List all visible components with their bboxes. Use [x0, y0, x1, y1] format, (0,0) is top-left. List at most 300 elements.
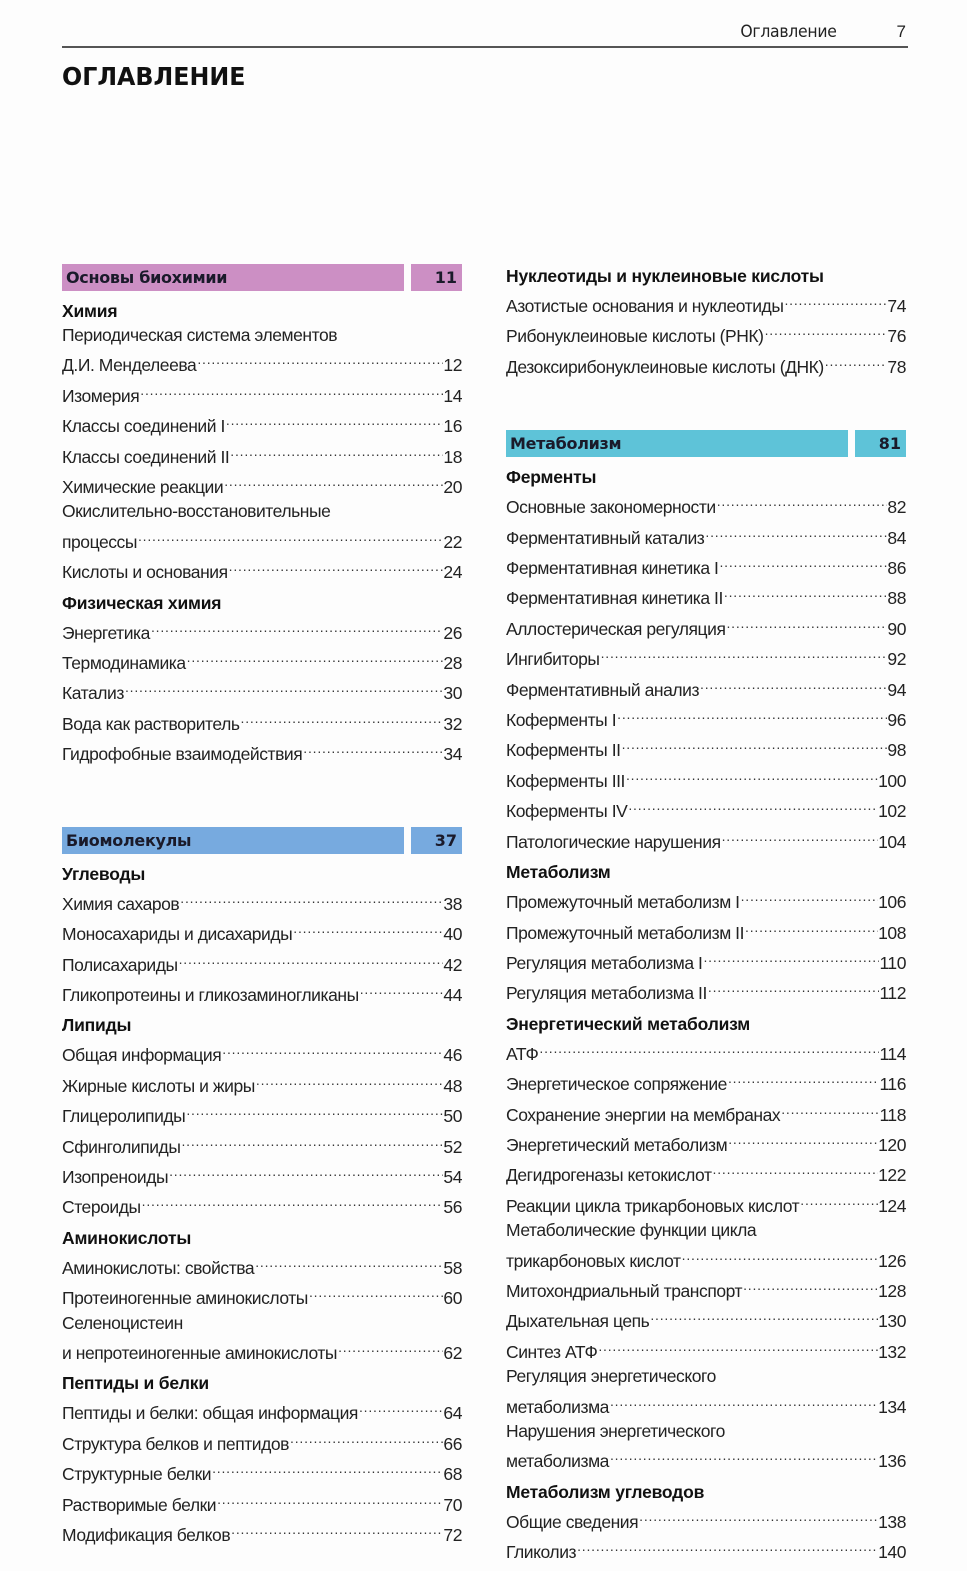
- toc-entry-page-number: 88: [887, 588, 906, 609]
- toc-entry-title: Жирные кислоты и жиры: [62, 1075, 255, 1096]
- toc-entry[interactable]: [62, 1129, 462, 1159]
- toc-entry[interactable]: [62, 886, 462, 916]
- toc-entry-title: Моносахариды и дисахариды: [62, 924, 293, 945]
- toc-section: [62, 1013, 462, 1219]
- dot-leader: [716, 489, 888, 513]
- dot-leader: [178, 947, 444, 971]
- toc-entry-page-number: 82: [887, 497, 906, 518]
- toc-entry-title: АТФ: [506, 1043, 539, 1064]
- section-title: Аминокислоты: [62, 1227, 192, 1248]
- part-sections: [506, 465, 906, 1564]
- dot-leader: [150, 615, 443, 639]
- toc-entry-page-number: 120: [878, 1134, 906, 1155]
- toc-entry[interactable]: [506, 318, 906, 348]
- toc-entry[interactable]: [62, 439, 462, 469]
- toc-entry-title: метаболизма: [506, 1396, 609, 1417]
- dot-leader: [649, 1303, 878, 1327]
- continued-sections: [506, 264, 906, 379]
- toc-entry-title: Энергетическое сопряжение: [506, 1074, 727, 1095]
- dot-leader: [718, 550, 887, 574]
- toc-entry-title: Классы соединений II: [62, 446, 230, 467]
- toc-section: [506, 264, 906, 379]
- dot-leader: [225, 408, 444, 432]
- toc-entry-page-number: 28: [443, 653, 462, 674]
- dot-leader: [764, 318, 888, 342]
- toc-entry-page-number: 98: [887, 740, 906, 761]
- toc-entry-page-number: 26: [443, 622, 462, 643]
- part-heading-basics[interactable]: [62, 264, 462, 291]
- toc-entry-page-number: 68: [443, 1464, 462, 1485]
- toc-entry-page-number: 114: [879, 1043, 906, 1064]
- toc-entry-page-number: 90: [887, 618, 906, 639]
- toc-section: [62, 1371, 462, 1547]
- dot-leader: [712, 1157, 879, 1181]
- toc-entry-title: Гликопротеины и гликозаминогликаны: [62, 984, 359, 1005]
- dot-leader: [240, 706, 444, 730]
- dot-leader: [723, 580, 888, 604]
- toc-entry-title: Структурные белки: [62, 1464, 212, 1485]
- section-title: Углеводы: [62, 863, 146, 884]
- toc-entry-page-number: 32: [443, 713, 462, 734]
- toc-entry-page-number: 124: [878, 1195, 906, 1216]
- dot-leader: [168, 1159, 443, 1183]
- toc-entry[interactable]: [62, 736, 462, 766]
- toc-entry[interactable]: [506, 702, 906, 732]
- toc-entry-page-number: 86: [887, 558, 906, 579]
- toc-entry[interactable]: [62, 706, 462, 736]
- toc-entry-title: Коферменты IV: [506, 801, 628, 822]
- toc-entry-title: Синтез АТФ: [506, 1341, 598, 1362]
- toc-entry[interactable]: [506, 1157, 906, 1187]
- toc-entry-title: Аллостерическая регуляция: [506, 618, 726, 639]
- dot-leader: [721, 824, 879, 848]
- dot-leader: [727, 1127, 878, 1151]
- dot-leader: [725, 611, 887, 635]
- toc-entry[interactable]: [506, 975, 906, 1005]
- toc-entry-page-number: 56: [443, 1197, 462, 1218]
- running-header-page-number: 7: [896, 22, 906, 41]
- toc-entry[interactable]: [506, 884, 906, 914]
- dot-leader: [702, 945, 879, 969]
- toc-entry[interactable]: [506, 672, 906, 702]
- toc-entry-title: и непротеиногенные аминокислоты: [62, 1342, 338, 1363]
- dot-leader: [292, 916, 443, 940]
- toc-entry[interactable]: [506, 824, 906, 854]
- toc-entry-page-number: 96: [887, 710, 906, 731]
- toc-entry-page-number: 24: [443, 562, 462, 583]
- toc-entry[interactable]: [62, 947, 462, 977]
- toc-entry[interactable]: [62, 1456, 462, 1486]
- toc-entry-title: Дыхательная цепь: [506, 1311, 650, 1332]
- toc-entry-page-number: 34: [443, 744, 462, 765]
- toc-entry-title: Коферменты III: [506, 770, 625, 791]
- toc-entry[interactable]: [506, 1097, 906, 1127]
- toc-entry-page-number: 112: [879, 983, 906, 1004]
- part-heading-metabolism[interactable]: [506, 430, 906, 457]
- section-title: Физическая химия: [62, 592, 222, 613]
- toc-entry[interactable]: [62, 1098, 462, 1128]
- dot-leader: [302, 736, 443, 760]
- toc-entry[interactable]: [62, 1517, 462, 1547]
- toc-entry-title: Катализ: [62, 683, 124, 704]
- toc-entry[interactable]: [506, 945, 906, 975]
- section-title: Энергетический метаболизм: [506, 1013, 750, 1034]
- dot-leader: [254, 1250, 443, 1274]
- spacer: [62, 773, 462, 827]
- toc-entry-title: Ферментативный анализ: [506, 679, 700, 700]
- toc-entry-title: Гидрофобные взаимодействия: [62, 744, 303, 765]
- dot-leader: [137, 524, 443, 548]
- toc-entry[interactable]: [506, 520, 906, 550]
- section-title: Метаболизм: [506, 862, 611, 883]
- toc-entry-page-number: 76: [887, 326, 906, 347]
- toc-entry[interactable]: [62, 1189, 462, 1219]
- dot-leader: [179, 886, 443, 910]
- toc-section: [506, 465, 906, 854]
- dot-leader: [699, 672, 887, 696]
- toc-entry-title: Химия сахаров: [62, 893, 180, 914]
- toc-entry[interactable]: [506, 1334, 906, 1364]
- toc-entry-page-number: 52: [443, 1136, 462, 1157]
- toc-entry[interactable]: [506, 1036, 906, 1066]
- dot-leader: [824, 349, 888, 373]
- toc-entry[interactable]: [506, 1066, 906, 1096]
- toc-entry[interactable]: [506, 1243, 906, 1273]
- toc-entry-title: Ферментативный катализ: [506, 527, 705, 548]
- toc-entry-first-line[interactable]: Нарушения энергетического: [506, 1421, 725, 1441]
- toc-entry[interactable]: [62, 1037, 462, 1067]
- toc-entry-page-number: 70: [443, 1494, 462, 1515]
- toc-entry-title: Пептиды и белки: общая информация: [62, 1403, 358, 1424]
- toc-entry[interactable]: [506, 1504, 906, 1534]
- dot-leader: [359, 977, 444, 1001]
- toc-entry-title: Изомерия: [62, 385, 140, 406]
- toc-entry-page-number: 58: [443, 1257, 462, 1278]
- toc-entry-first-line[interactable]: Окислительно-восстановительные: [62, 501, 331, 522]
- toc-entry-page-number: 46: [443, 1045, 462, 1066]
- toc-entry-page-number: 110: [879, 952, 906, 973]
- toc-entry-title: Полисахариды: [62, 954, 178, 975]
- toc-entry[interactable]: [506, 1273, 906, 1303]
- dot-leader: [538, 1036, 879, 1060]
- dot-leader: [289, 1426, 443, 1450]
- dot-leader: [742, 1273, 878, 1297]
- toc-entry[interactable]: [506, 580, 906, 610]
- toc-entry[interactable]: [506, 611, 906, 641]
- toc-entry-title: Дегидрогеназы кетокислот: [506, 1165, 712, 1186]
- section-title: Липиды: [62, 1015, 132, 1036]
- toc-entry[interactable]: [506, 732, 906, 762]
- spacer: [506, 385, 906, 430]
- toc-entry[interactable]: [62, 675, 462, 705]
- toc-entry-title: Промежуточный метаболизм II: [506, 922, 745, 943]
- toc-entry-title: Аминокислоты: свойства: [62, 1257, 255, 1278]
- part-title: Биомолекулы: [62, 827, 404, 854]
- toc-entry-page-number: 50: [443, 1106, 462, 1127]
- toc-entry[interactable]: [62, 977, 462, 1007]
- dot-leader: [124, 675, 443, 699]
- toc-entry-title: Коферменты II: [506, 740, 621, 761]
- toc-entry-title: Промежуточный метаболизм I: [506, 892, 740, 913]
- part-title: Основы биохимии: [62, 264, 404, 291]
- toc-entry[interactable]: [506, 763, 906, 793]
- toc-entry[interactable]: [506, 489, 906, 519]
- dot-leader: [727, 1066, 879, 1090]
- toc-entry-title: Энергетика: [62, 622, 150, 643]
- dot-leader: [185, 1098, 443, 1122]
- dot-leader: [229, 439, 443, 463]
- toc-entry[interactable]: [62, 554, 462, 584]
- dot-leader: [576, 1534, 878, 1558]
- toc-entry[interactable]: [506, 1443, 906, 1473]
- toc-entry-page-number: 122: [878, 1165, 906, 1186]
- toc-entry-title: трикарбоновых кислот: [506, 1250, 681, 1271]
- running-header-title: Оглавление: [740, 22, 837, 42]
- toc-entry[interactable]: [506, 915, 906, 945]
- dot-leader: [704, 520, 887, 544]
- dot-leader: [139, 378, 443, 402]
- toc-section: [506, 860, 906, 1006]
- toc-entry-page-number: 118: [879, 1104, 906, 1125]
- toc-entry[interactable]: [506, 641, 906, 671]
- dot-leader: [230, 1517, 443, 1541]
- toc-entry[interactable]: [62, 645, 462, 675]
- toc-entry[interactable]: [62, 1159, 462, 1189]
- section-title: Ферменты: [506, 467, 597, 488]
- section-title: Химия: [62, 301, 118, 321]
- toc-entry-title: Кислоты и основания: [62, 562, 228, 583]
- toc-entry-page-number: 100: [878, 770, 906, 791]
- dot-leader: [600, 641, 888, 665]
- toc-entry-page-number: 102: [878, 801, 906, 822]
- running-header: [62, 20, 908, 48]
- toc-entry-title: Основные закономерности: [506, 497, 716, 518]
- toc-entry[interactable]: [506, 349, 906, 379]
- dot-leader: [621, 732, 888, 756]
- part-sections: [62, 299, 462, 767]
- toc-entry-page-number: 138: [878, 1511, 906, 1532]
- toc-entry[interactable]: [62, 408, 462, 438]
- toc-entry[interactable]: [62, 469, 462, 499]
- toc-entry[interactable]: [62, 1487, 462, 1517]
- toc-entry-page-number: 40: [443, 924, 462, 945]
- toc-entry-title: Общие сведения: [506, 1511, 639, 1532]
- toc-left-column: [62, 264, 462, 1553]
- toc-entry-page-number: 38: [443, 893, 462, 914]
- toc-entry-page-number: 20: [443, 477, 462, 498]
- toc-entry-page-number: 116: [879, 1074, 906, 1095]
- toc-entry-first-line[interactable]: Периодическая система элементов: [62, 325, 338, 345]
- toc-entry-page-number: 12: [443, 355, 462, 376]
- part-page-number: 37: [411, 827, 462, 854]
- section-title: Метаболизм углеводов: [506, 1481, 705, 1502]
- toc-entry[interactable]: [62, 1335, 462, 1365]
- toc-entry-page-number: 104: [878, 831, 906, 852]
- dot-leader: [180, 1129, 443, 1153]
- toc-section: [62, 591, 462, 767]
- dot-leader: [609, 1389, 878, 1413]
- dot-leader: [141, 1189, 444, 1213]
- toc-right-column: [506, 264, 906, 1571]
- toc-entry-title: Сохранение энергии на мембранах: [506, 1104, 781, 1125]
- toc-entry-title: Рибонуклеиновые кислоты (РНК): [506, 326, 764, 347]
- dot-leader: [211, 1456, 443, 1480]
- toc-entry[interactable]: [506, 1188, 906, 1218]
- toc-entry-title: Химические реакции: [62, 477, 224, 498]
- toc-entry-title: Регуляция метаболизма II: [506, 983, 707, 1004]
- toc-entry-title: Модификация белков: [62, 1525, 231, 1545]
- toc-entry-title: Классы соединений I: [62, 416, 225, 437]
- dot-leader: [799, 1188, 878, 1212]
- toc-entry-page-number: 126: [878, 1250, 906, 1271]
- dot-leader: [186, 645, 444, 669]
- toc-entry-title: Стероиды: [62, 1197, 141, 1218]
- dot-leader: [609, 1443, 878, 1467]
- dot-leader: [597, 1334, 878, 1358]
- toc-entry-title: Структура белков и пептидов: [62, 1433, 290, 1454]
- dot-leader: [358, 1395, 443, 1419]
- toc-section: [62, 1226, 462, 1366]
- toc-entry-page-number: 130: [878, 1311, 906, 1332]
- section-title: Нуклеотиды и нуклеиновые кислоты: [506, 266, 824, 286]
- toc-entry-page-number: 78: [887, 356, 906, 377]
- dot-leader: [255, 1068, 444, 1092]
- dot-leader: [221, 1037, 443, 1061]
- toc-entry-page-number: 128: [878, 1280, 906, 1301]
- toc-entry-title: Термодинамика: [62, 653, 186, 674]
- toc-entry[interactable]: [62, 1280, 462, 1310]
- dot-leader: [707, 975, 880, 999]
- toc-entry-first-line[interactable]: Регуляция энергетического: [506, 1366, 716, 1387]
- dot-leader: [196, 347, 443, 371]
- page-title: ОГЛАВЛЕНИЕ: [62, 62, 246, 91]
- toc-entry-title: Сфинголипиды: [62, 1136, 181, 1157]
- toc-entry-title: Изопреноиды: [62, 1166, 169, 1187]
- toc-entry-page-number: 66: [443, 1433, 462, 1454]
- toc-entry-page-number: 60: [443, 1288, 462, 1309]
- toc-entry-title: Коферменты I: [506, 710, 617, 731]
- toc-entry[interactable]: [62, 1395, 462, 1425]
- toc-entry-title: Гликолиз: [506, 1542, 577, 1563]
- part-sections: [62, 862, 462, 1548]
- toc-entry[interactable]: [62, 524, 462, 554]
- toc-section: [506, 1480, 906, 1565]
- toc-section: [62, 862, 462, 1008]
- toc-entry-page-number: 62: [443, 1342, 462, 1363]
- toc-entry[interactable]: [506, 1534, 906, 1564]
- toc-entry-page-number: 18: [443, 446, 462, 467]
- toc-entry-page-number: 54: [443, 1166, 462, 1187]
- toc-entry-title: Д.И. Менделеева: [62, 355, 197, 376]
- dot-leader: [627, 793, 878, 817]
- toc-entry-page-number: 134: [878, 1396, 906, 1417]
- dot-leader: [616, 702, 887, 726]
- toc-entry-title: Растворимые белки: [62, 1494, 217, 1515]
- toc-entry-title: метаболизма: [506, 1451, 609, 1472]
- toc-entry[interactable]: [62, 615, 462, 645]
- section-title: Пептиды и белки: [62, 1373, 209, 1394]
- toc-entry-page-number: 136: [878, 1451, 906, 1472]
- dot-leader: [740, 884, 879, 908]
- part-title: Метаболизм: [506, 430, 848, 457]
- toc-entry-page-number: 92: [887, 649, 906, 670]
- toc-entry-page-number: 42: [443, 954, 462, 975]
- toc-entry[interactable]: [62, 378, 462, 408]
- toc-entry-page-number: 74: [887, 296, 906, 316]
- toc-entry[interactable]: [506, 288, 906, 318]
- toc-entry-page-number: 22: [443, 531, 462, 552]
- dot-leader: [223, 469, 443, 493]
- part-heading-biomolecules[interactable]: [62, 827, 462, 854]
- toc-entry-title: Азотистые основания и нуклеотиды: [506, 296, 784, 316]
- toc-entry[interactable]: [506, 1127, 906, 1157]
- toc-entry[interactable]: [506, 550, 906, 580]
- dot-leader: [216, 1487, 443, 1511]
- dot-leader: [625, 763, 878, 787]
- toc-entry-page-number: 16: [443, 416, 462, 437]
- toc-entry-title: процессы: [62, 531, 137, 552]
- toc-entry[interactable]: [62, 916, 462, 946]
- toc-entry-title: Патологические нарушения: [506, 831, 721, 852]
- toc-entry-page-number: 72: [443, 1525, 462, 1545]
- toc-entry-title: Протеиногенные аминокислоты: [62, 1288, 308, 1309]
- toc-entry-title: Регуляция метаболизма I: [506, 952, 703, 973]
- toc-entry[interactable]: [506, 793, 906, 823]
- toc-entry-page-number: 48: [443, 1075, 462, 1096]
- toc-entry-first-line[interactable]: Селеноцистеин: [62, 1312, 183, 1333]
- toc-entry-title: Митохондриальный транспорт: [506, 1280, 743, 1301]
- dot-leader: [780, 1097, 879, 1121]
- toc-entry-title: Ферментативная кинетика I: [506, 558, 719, 579]
- dot-leader: [308, 1280, 443, 1304]
- toc-entry-page-number: 84: [887, 527, 906, 548]
- part-page-number: 11: [411, 264, 462, 291]
- toc-entry-page-number: 30: [443, 683, 462, 704]
- dot-leader: [744, 915, 878, 939]
- toc-entry-page-number: 64: [443, 1403, 462, 1424]
- dot-leader: [681, 1243, 879, 1267]
- dot-leader: [783, 288, 887, 312]
- toc-entry-first-line[interactable]: Метаболические функции цикла: [506, 1220, 757, 1241]
- dot-leader: [337, 1335, 443, 1359]
- toc-section: [62, 299, 462, 585]
- toc-entry-page-number: 14: [443, 385, 462, 406]
- toc-entry-page-number: 140: [878, 1542, 906, 1563]
- toc-entry-page-number: 44: [443, 984, 462, 1005]
- toc-entry[interactable]: [62, 347, 462, 377]
- toc-entry-title: Вода как растворитель: [62, 713, 240, 734]
- toc-entry-page-number: 132: [878, 1341, 906, 1362]
- toc-entry-title: Общая информация: [62, 1045, 222, 1066]
- toc-entry-title: Реакции цикла трикарбоновых кислот: [506, 1195, 800, 1216]
- toc-entry-title: Глицеролипиды: [62, 1106, 186, 1127]
- toc-entry-title: Ингибиторы: [506, 649, 600, 670]
- dot-leader: [228, 554, 444, 578]
- toc-entry-page-number: 108: [878, 922, 906, 943]
- toc-entry[interactable]: [62, 1250, 462, 1280]
- toc-entry-title: Энергетический метаболизм: [506, 1134, 728, 1155]
- toc-entry-title: Ферментативная кинетика II: [506, 588, 723, 609]
- toc-entry-page-number: 106: [878, 892, 906, 913]
- toc-entry[interactable]: [62, 1426, 462, 1456]
- toc-entry-title: Дезоксирибонуклеиновые кислоты (ДНК): [506, 356, 824, 377]
- toc-entry[interactable]: [62, 1068, 462, 1098]
- part-page-number: 81: [855, 430, 906, 457]
- toc-section: [506, 1012, 906, 1474]
- toc-entry-page-number: 94: [887, 679, 906, 700]
- dot-leader: [638, 1504, 878, 1528]
- toc-entry[interactable]: [506, 1303, 906, 1333]
